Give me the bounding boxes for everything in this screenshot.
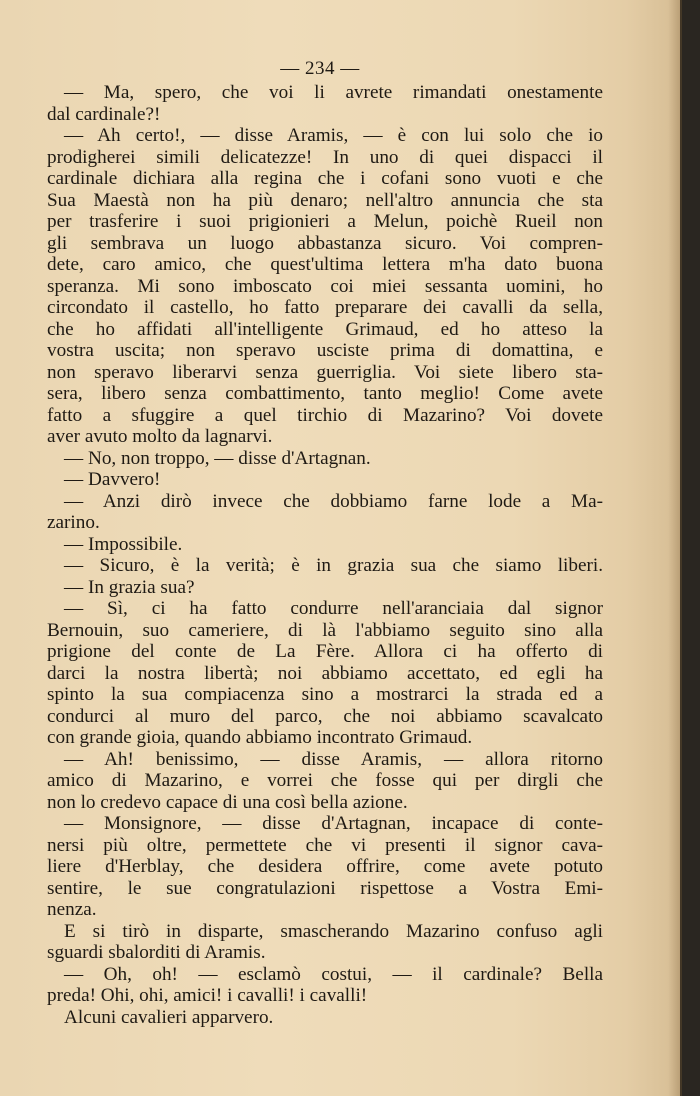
- text-line: sguardi sbalorditi di Aramis.: [47, 942, 266, 963]
- text-line: amico di Mazarino, e vorrei che fosse qui per dirgli che: [47, 770, 603, 791]
- text-line: nersi più oltre, permettete che vi presenti il signor cava-: [47, 834, 603, 856]
- text-line: zarino.: [47, 512, 100, 533]
- text-line: cardinale dichiara alla regina che i cofani sono vuoti e che: [47, 168, 603, 189]
- text-line: con grande gioia, quando abbiamo incontrato Grimaud.: [47, 727, 473, 748]
- text-line: — Davvero!: [64, 469, 161, 490]
- text-line: circondato il castello, ho fatto preparare dei cavalli da sella,: [47, 297, 603, 318]
- text-line: prigione del conte de La Fère. Allora ci ha offerto di: [47, 641, 603, 662]
- text-line: — Impossibile.: [64, 533, 183, 555]
- text-line: preda! Ohi, ohi, amici! i cavalli! i cavalli!: [47, 985, 368, 1006]
- text-line: nenza.: [47, 899, 97, 920]
- text-line: per trasferire i suoi prigionieri a Melun, poichè Rueil non: [47, 211, 603, 232]
- text-line: spinto la sua compiacenza sino a mostrarci la strada ed a: [47, 684, 603, 705]
- text-line: vostra uscita; non speravo usciste prima di domattina, e: [47, 340, 603, 361]
- text-line: non speravo liberarvi senza guerriglia. Voi siete libero sta-: [47, 361, 603, 383]
- text-line: — Ma, spero, che voi li avrete rimandati onestamente: [64, 82, 603, 103]
- text-line: gli sembrava un luogo abbastanza sicuro. Voi compren-: [47, 232, 603, 254]
- text-line: speranza. Mi sono imboscato coi miei sessanta uomini, ho: [47, 275, 603, 297]
- page-number: — 234 —: [280, 58, 360, 79]
- text-line: — No, non troppo, — disse d'Artagnan.: [64, 447, 371, 469]
- text-line: E si tirò in disparte, smascherando Mazarino confuso agli: [64, 920, 603, 942]
- text-line: che ho affidati all'intelligente Grimaud, ed ho atteso la: [47, 318, 603, 340]
- text-line: Alcuni cavalieri apparvero.: [64, 1006, 274, 1028]
- text-line: dal cardinale?!: [47, 103, 161, 125]
- text-line: — Oh, oh! — esclamò costui, — il cardinale? Bella: [64, 963, 603, 985]
- text-line: Sua Maestà non ha più denaro; nell'altro annuncia che sta: [47, 189, 603, 211]
- text-line: sentire, le sue congratulazioni rispettose a Vostra Emi-: [47, 877, 603, 899]
- text-line: darci la nostra libertà; noi abbiamo accettato, ed egli ha: [47, 662, 603, 684]
- text-line: liere d'Herblay, che desidera offrire, come avete potuto: [47, 856, 603, 877]
- text-line: dete, caro amico, che quest'ultima lettera m'ha dato buona: [47, 254, 603, 275]
- text-line: — Anzi dirò invece che dobbiamo farne lode a Ma-: [64, 490, 603, 512]
- text-line: — Ah! benissimo, — disse Aramis, — allora ritorno: [64, 748, 603, 770]
- text-line: fatto a sfuggire a quel tirchio di Mazarino? Voi dovete: [47, 404, 603, 426]
- page-edge-shadow: [668, 0, 682, 1096]
- text-line: condurci al muro del parco, che noi abbiamo scavalcato: [47, 705, 603, 727]
- body-text: [47, 82, 603, 1028]
- text-line: — Sicuro, è la verità; è in grazia sua che siamo liberi.: [64, 555, 603, 576]
- text-line: — Sì, ci ha fatto condurre nell'aranciaia dal signor: [64, 598, 603, 619]
- text-line: — Ah certo!, — disse Aramis, — è con lui solo che io: [64, 125, 603, 146]
- text-line: prodigherei simili delicatezze! In uno di quei dispacci il: [47, 146, 603, 168]
- text-line: — Monsignore, — disse d'Artagnan, incapace di conte-: [64, 813, 603, 834]
- text-line: sera, libero senza combattimento, tanto meglio! Come avete: [47, 383, 603, 404]
- text-line: Bernouin, suo cameriere, di là l'abbiamo seguito sino alla: [47, 619, 603, 641]
- text-line: — In grazia sua?: [64, 576, 195, 598]
- text-line: aver avuto molto da lagnarvi.: [47, 426, 273, 447]
- text-line: non lo credevo capace di una così bella azione.: [47, 791, 408, 813]
